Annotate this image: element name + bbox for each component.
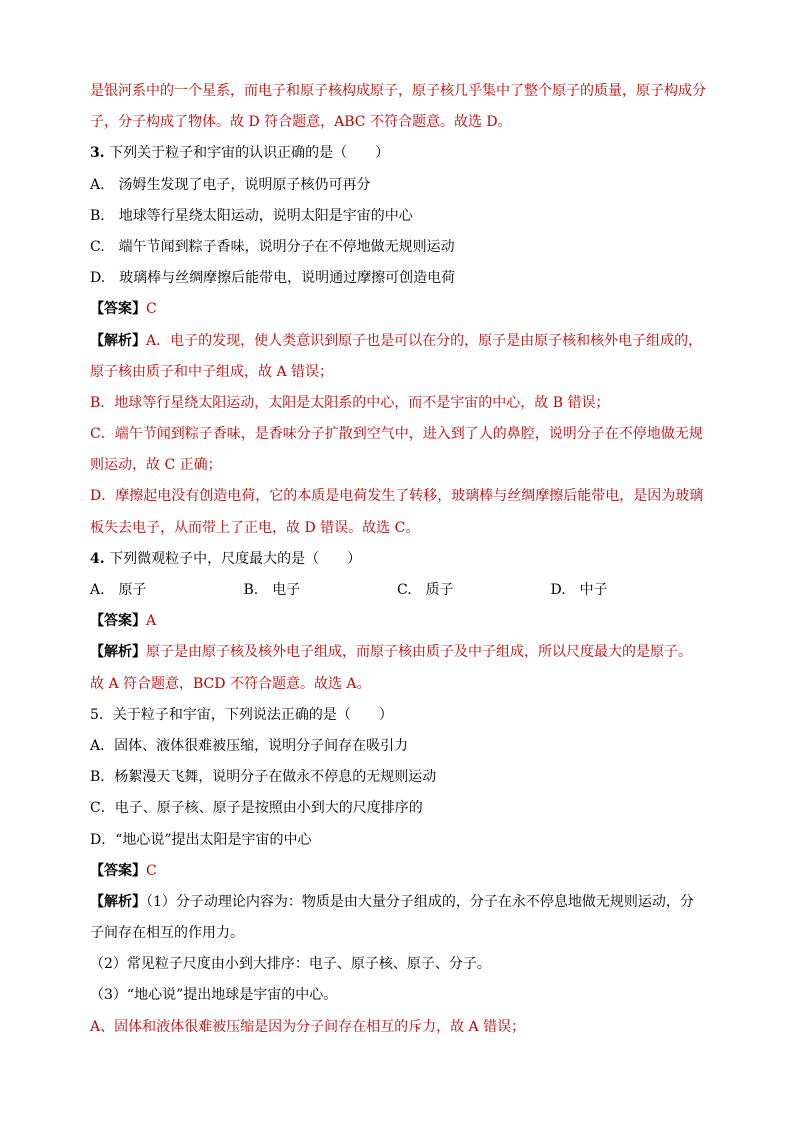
explanation-line: 板失去电子，从而带上了正电，故 D 错误。故选 C。: [90, 519, 420, 536]
explanation-line: （3）“地心说”提出地球是宇宙的中心。: [90, 987, 338, 1004]
explanation-line: C．端午节闻到粽子香味，是香味分子扩散到空气中，进入到了人的鼻腔，说明分子在不停地做无规: [90, 426, 703, 443]
explanation-line: （2）常见粒子尺度由小到大排序：电子、原子核、原子、分子。: [90, 956, 491, 973]
question-5-stem: 5．关于粒子和宇宙，下列说法正确的是（ ）: [90, 706, 393, 723]
answer-value: C: [146, 862, 157, 879]
question-4-stem: [90, 544, 704, 575]
explanation-line: 原子核由质子和中子组成，故 A 错误；: [90, 363, 334, 380]
question-4-answer: [90, 606, 704, 637]
explanation-text: A．电子的发现，使人类意识到原子也是可以在分的，原子是由原子核和核外电子组成的，: [146, 332, 703, 349]
question-5-option-d: D．“地心说”提出太阳是宇宙的中心: [90, 831, 312, 848]
question-3-option-c: C. 端午节闻到粽子香味，说明分子在不停地做无规则运动: [90, 238, 455, 255]
answer-tag: 【答案】: [90, 301, 146, 318]
question-4-option-c: C. 质子: [397, 582, 454, 598]
explanation-line: 故 A 符合题意，BCD 不符合题意。故选 A。: [90, 675, 371, 692]
explanation-line: A、固体和液体很难被压缩是因为分子间存在相互的斥力，故 A 错误；: [90, 1018, 526, 1035]
question-4-option-a: A. 原子: [90, 582, 147, 598]
question-5-option-c: C．电子、原子核、原子是按照由小到大的尺度排序的: [90, 800, 423, 817]
explanation-tag: 【解析】: [90, 332, 146, 349]
answer-value: C: [146, 301, 157, 318]
explanation-line: 子间存在相互的作用力。: [90, 925, 244, 942]
explanation-line: B．地球等行星绕太阳运动，太阳是太阳系的中心，而不是宇宙的中心，故 B 错误；: [90, 394, 610, 411]
explanation-text: （1）分子动理论内容为：物质是由大量分子组成的，分子在永不停息地做无规则运动，分: [146, 893, 694, 910]
question-text: 下列微观粒子中，尺度最大的是（ ）: [104, 550, 362, 567]
explanation-line: 是银河系中的一个星系，而电子和原子核构成原子，原子核几乎集中了整个原子的质量，原子构成分: [90, 83, 706, 99]
explanation-tag: 【解析】: [90, 893, 146, 910]
answer-tag: 【答案】: [90, 613, 146, 630]
question-3-answer: [90, 294, 704, 325]
question-3-explanation: [90, 326, 704, 357]
question-4-option-b: B. 电子: [243, 582, 301, 598]
question-3-option-b: B. 地球等行星绕太阳运动，说明太阳是宇宙的中心: [90, 207, 413, 224]
answer-value: A: [146, 613, 157, 630]
question-5-explanation: [90, 887, 704, 918]
explanation-line: 子，分子构成了物体。故 D 符合题意，ABC 不符合题意。故选 D。: [90, 114, 512, 131]
question-5-option-a: A．固体、液体很难被压缩，说明分子间存在吸引力: [90, 737, 409, 754]
explanation-line: D．摩擦起电没有创造电荷，它的本质是电荷发生了转移，玻璃棒与丝绸摩擦后能带电，是因为玻璃: [90, 488, 704, 505]
explanation-line: 则运动，故 C 正确；: [90, 457, 222, 474]
question-4-options: [90, 575, 704, 606]
question-number: 3.: [90, 145, 105, 162]
question-5-answer: [90, 856, 704, 887]
question-text: 下列关于粒子和宇宙的认识正确的是（ ）: [104, 145, 390, 162]
explanation-tag: 【解析】: [90, 644, 146, 661]
question-number: 4.: [90, 550, 105, 567]
question-3-option-a: A. 汤姆生发现了电子，说明原子核仍可再分: [90, 176, 371, 193]
question-4-option-d: D. 中子: [550, 582, 608, 598]
question-5-option-b: B．杨絮漫天飞舞，说明分子在做永不停息的无规则运动: [90, 769, 437, 786]
explanation-text: 原子是由原子核及核外电子组成，而原子核由质子及中子组成，所以尺度最大的是原子。: [146, 644, 692, 661]
question-4-explanation: [90, 637, 704, 668]
question-3-stem: [90, 138, 704, 169]
answer-tag: 【答案】: [90, 862, 146, 879]
question-3-option-d: D. 玻璃棒与丝绸摩擦后能带电，说明通过摩擦可创造电荷: [90, 270, 456, 287]
